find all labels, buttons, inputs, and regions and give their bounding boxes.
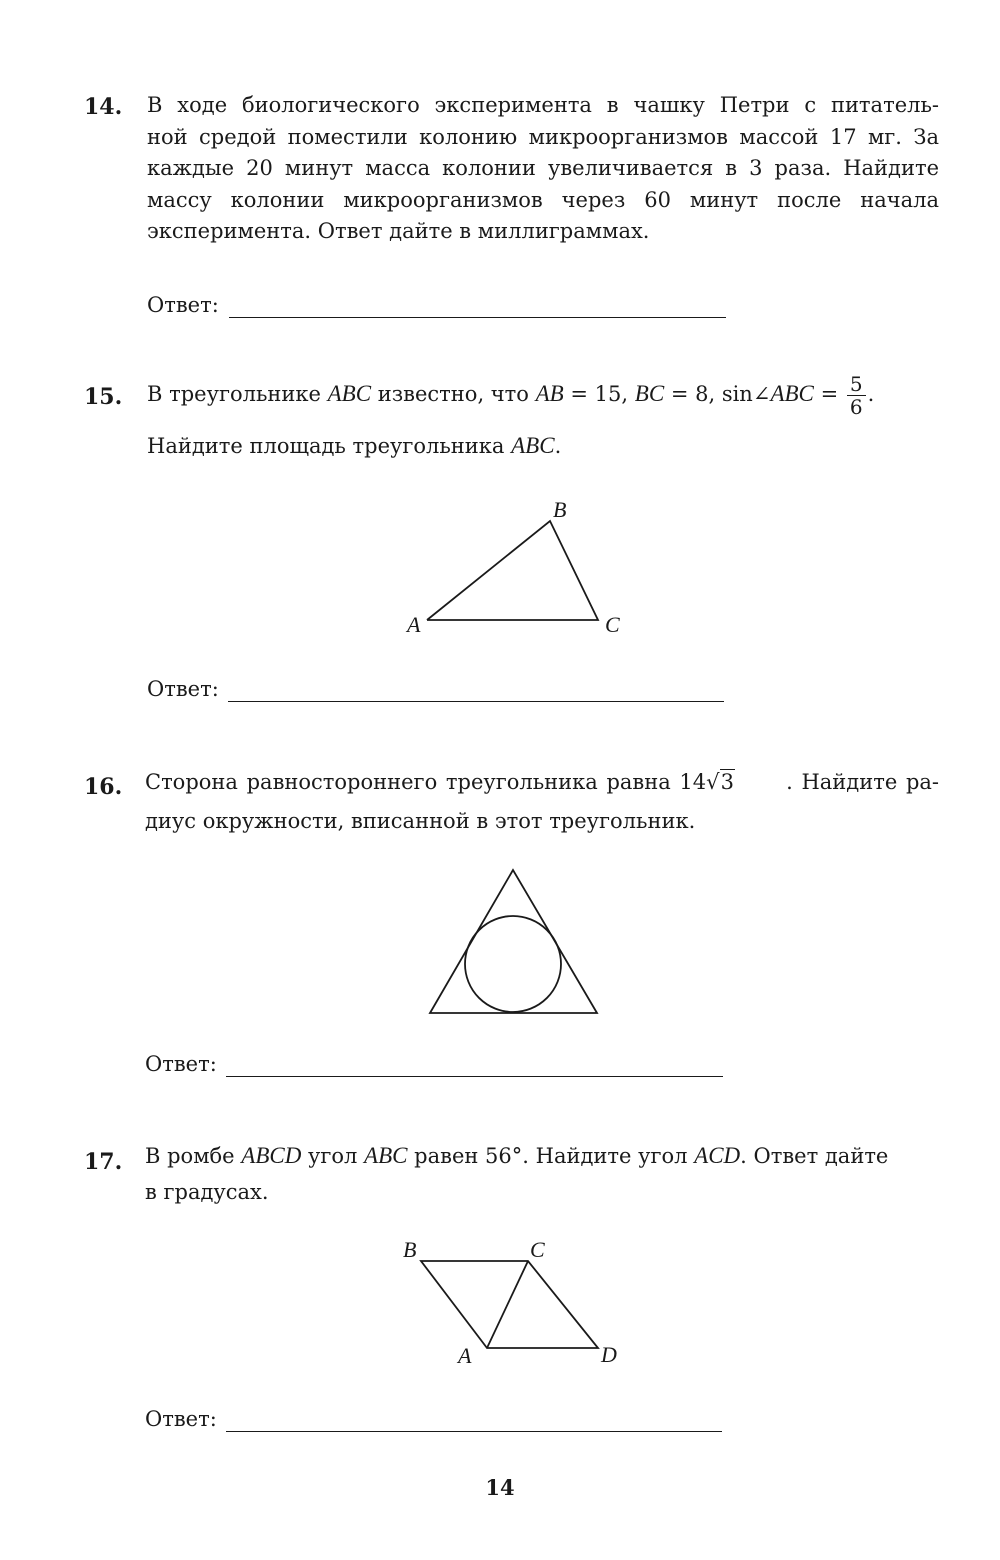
fraction-5-6: $\frac{5}{6}$ — [847, 373, 866, 418]
label-b: B — [553, 497, 567, 522]
var-abc: ABC — [327, 381, 372, 406]
problem-number-17: 17. — [84, 1149, 123, 1175]
label-b: B — [403, 1237, 417, 1262]
problem-number-15: 15. — [84, 384, 123, 410]
problem-14-line-5: эксперимента. Ответ дайте в миллиграммах. — [147, 219, 650, 243]
answer-label-16: Ответ: — [145, 1052, 217, 1076]
label-a: A — [458, 1343, 472, 1368]
label-a: A — [407, 612, 421, 637]
answer-label-15: Ответ: — [147, 677, 219, 701]
problem-number-16: 16. — [84, 774, 123, 800]
label-c: C — [530, 1237, 545, 1262]
problem-14-line-2: ной средой поместили колонию микроорганизмов массой 17 мг. За — [147, 124, 939, 149]
problem-16-line-2: диус окружности, вписанной в этот треугольник. — [145, 809, 696, 833]
answer-label-17: Ответ: — [145, 1407, 217, 1431]
diagonal-ac — [487, 1261, 528, 1348]
answer-field-16[interactable] — [226, 1076, 723, 1077]
problem-14-line-1: В ходе биологического эксперимента в чашку Петри с питатель- — [147, 93, 939, 117]
angle-symbol: ∠ — [752, 382, 771, 406]
problem-14-line-3: каждые 20 минут масса колонии увеличивается в 3 раза. Найдите — [147, 156, 939, 180]
equilateral-triangle — [430, 870, 597, 1013]
triangle-abc-shape — [427, 521, 598, 620]
answer-field-15[interactable] — [228, 701, 724, 702]
problem-number-14: 14. — [84, 94, 123, 120]
var-ab: AB — [535, 381, 564, 406]
problem-17-line-1: В ромбе ABCD угол ABC равен 56°. Найдите угол ACD. Ответ дайте — [145, 1143, 889, 1168]
label-c: C — [605, 612, 620, 637]
rhombus-abcd — [421, 1261, 598, 1348]
sqrt-3: √3 — [706, 770, 734, 794]
problem-15-line-2: Найдите площадь треугольника ABC. — [147, 433, 562, 458]
answer-field-17[interactable] — [226, 1431, 722, 1432]
inscribed-circle — [465, 916, 561, 1012]
answer-label-14: Ответ: — [147, 293, 219, 317]
problem-17-line-2: в градусах. — [145, 1180, 269, 1204]
page-number: 14 — [485, 1475, 515, 1500]
var-bc: BC — [634, 381, 665, 406]
label-d: D — [601, 1342, 617, 1367]
problem-14-line-4: массу колонии микроорганизмов через 60 минут после начала — [147, 187, 939, 212]
problem-15-line-1: В треугольнике ABC известно, что AB = 15, BC = 8, sin∠ABC = $\frac{5}{6}$ . — [147, 372, 875, 419]
var-abc-angle: ABC — [770, 381, 814, 406]
problem-16-line-1: Сторона равностороннего треугольника равна 14 √3 . Найдите ра- — [145, 770, 939, 794]
